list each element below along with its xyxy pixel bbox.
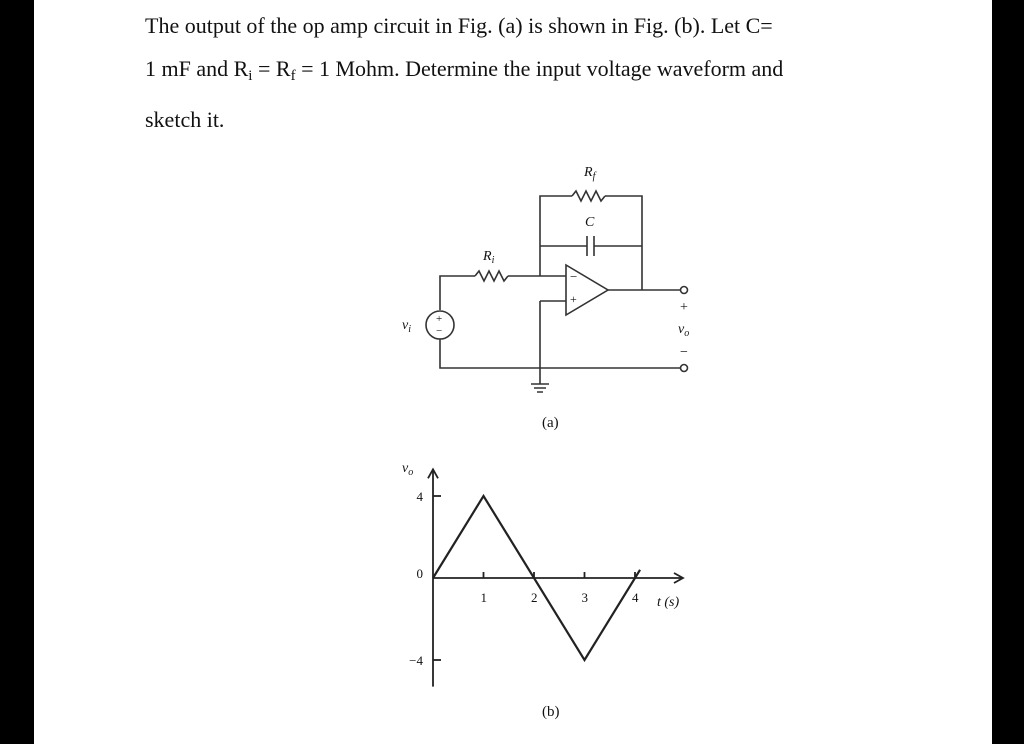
label-text: R <box>483 249 492 264</box>
vo-minus-sign: − <box>680 345 688 360</box>
subscript-f: f <box>290 68 296 84</box>
opamp-inverting-sign: − <box>570 269 578 284</box>
vo-plus-sign: + <box>680 300 688 315</box>
label-text: v <box>678 322 685 337</box>
label-text: v <box>402 318 409 333</box>
problem-line-1: The output of the op amp circuit in Fig. (a) is shown in Fig. (b). Let C= <box>145 13 773 38</box>
label-subscript: f <box>592 171 596 182</box>
output-waveform-chart <box>34 0 992 744</box>
source-plus-sign: + <box>436 313 443 325</box>
figure-a-caption: (a) <box>542 415 559 431</box>
y-tick-label: 0 <box>416 566 423 581</box>
problem-text: = 1 Mohm. Determine the input voltage waveform and <box>295 56 784 81</box>
label-subscript: i <box>491 255 495 266</box>
label-subscript: o <box>408 467 414 478</box>
c-label: C <box>585 215 595 230</box>
figure-b-caption: (b) <box>542 704 560 720</box>
x-tick-label: 1 <box>480 590 487 605</box>
problem-line-3: sketch it. <box>145 107 225 132</box>
y-tick-label: −4 <box>409 653 423 668</box>
opamp-noninverting-sign: + <box>570 292 577 306</box>
x-axis-label: t (s) <box>657 595 680 610</box>
x-tick-label: 4 <box>632 590 639 605</box>
label-subscript: o <box>684 328 690 339</box>
y-tick-label: 4 <box>416 489 423 504</box>
x-tick-label: 3 <box>581 590 588 605</box>
source-minus-sign: − <box>436 325 443 337</box>
label-text: v <box>402 461 409 476</box>
subscript-i: i <box>248 68 253 84</box>
problem-text: = R <box>252 56 291 81</box>
x-tick-label: 2 <box>531 590 538 605</box>
page <box>34 0 992 744</box>
label-subscript: i <box>408 324 411 335</box>
problem-text: 1 mF and R <box>145 56 249 81</box>
label-text: R <box>584 165 593 180</box>
y-axis-label <box>402 461 413 478</box>
chart-axes <box>428 469 683 686</box>
